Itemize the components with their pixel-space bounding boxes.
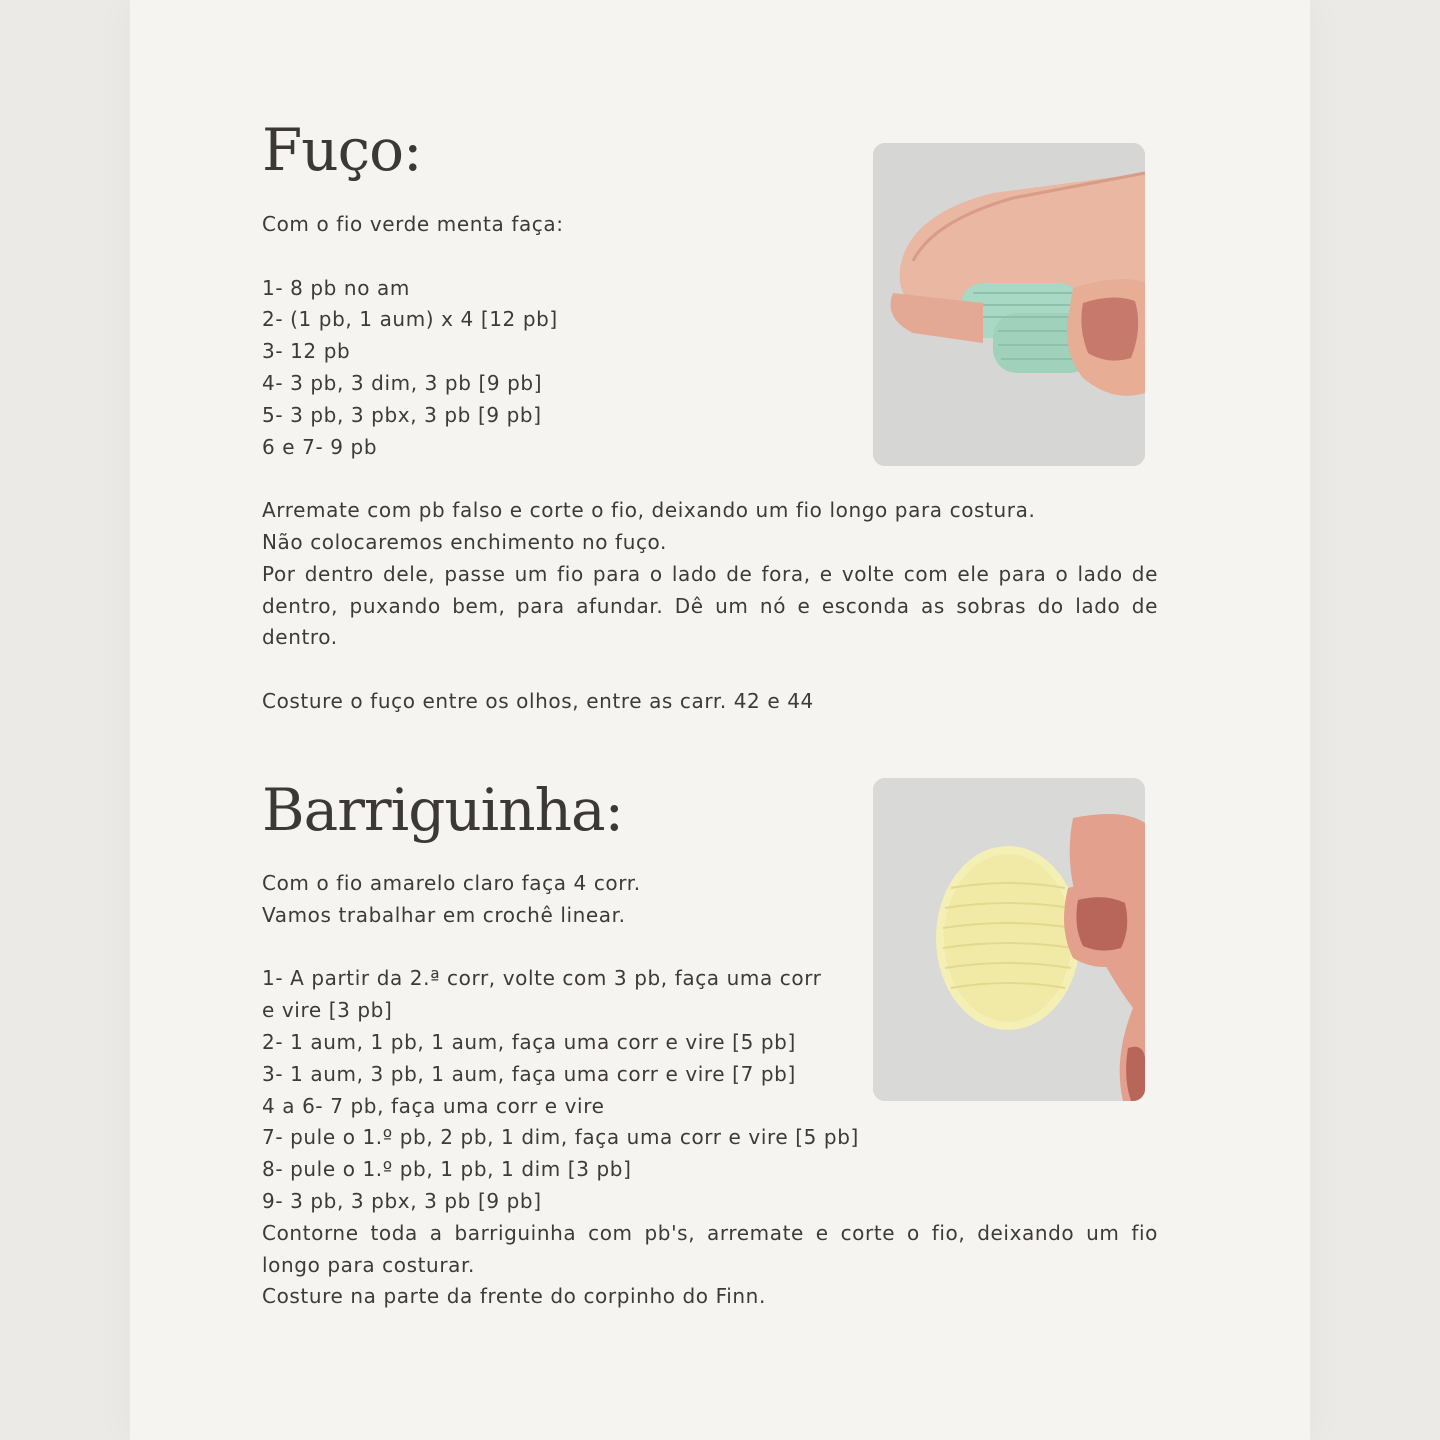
belly-illustration [873, 778, 1145, 1101]
finish-text: Não colocaremos enchimento no fuço. [262, 529, 668, 554]
step-line: e vire [3 pb] [262, 998, 393, 1023]
step-line: 9- 3 pb, 3 pbx, 3 pb [9 pb] [262, 1188, 542, 1213]
step-line: 1- 8 pb no am [262, 275, 410, 300]
finish-text: Arremate com pb falso e corte o fio, deixando um fio longo para costura. [262, 498, 1036, 523]
section-title-barriguinha: Barriguinha: [262, 776, 624, 844]
sew-instruction: Costure o fuço entre os olhos, entre as carr. 42 e 44 [262, 688, 814, 713]
intro-text: Vamos trabalhar em crochê linear. [262, 902, 626, 927]
step-line: 7- pule o 1.º pb, 2 pb, 1 dim, faça uma corr e vire [5 pb] [262, 1125, 859, 1150]
finish-text: Contorne toda a barriguinha com pb's, arremate e corte o fio, deixando um fio longo para costurar. [262, 1220, 1158, 1277]
step-line: 1- A partir da 2.ª corr, volte com 3 pb, faça uma corr [262, 966, 822, 991]
step-line: 3- 1 aum, 3 pb, 1 aum, faça uma corr e vire [7 pb] [262, 1061, 796, 1086]
step-line: 8- pule o 1.º pb, 1 pb, 1 dim [3 pb] [262, 1157, 632, 1182]
step-line: 6 e 7- 9 pb [262, 434, 378, 459]
intro-text: Com o fio amarelo claro faça 4 corr. [262, 871, 641, 895]
finish-text: Por dentro dele, passe um fio para o lado de fora, e volte com ele para o lado de dentro, puxando bem, para afundar. Dê um nó e esconda as sobras do lado de dentro. [262, 561, 1158, 650]
belly-photo [873, 778, 1145, 1101]
step-line: 5- 3 pb, 3 pbx, 3 pb [9 pb] [262, 402, 542, 427]
intro-text: Com o fio verde menta faça: [262, 212, 564, 236]
step-line: 3- 12 pb [262, 339, 351, 364]
snout-photo [873, 143, 1145, 466]
section-title-fuco: Fuço: [262, 116, 422, 184]
step-line: 4 a 6- 7 pb, faça uma corr e vire [262, 1093, 605, 1118]
finish-text: Costure na parte da frente do corpinho do Finn. [262, 1284, 766, 1309]
snout-illustration [873, 143, 1145, 466]
step-line: 2- 1 aum, 1 pb, 1 aum, faça uma corr e vire [5 pb] [262, 1029, 796, 1054]
step-line: 2- (1 pb, 1 aum) x 4 [12 pb] [262, 307, 558, 332]
step-line: 4- 3 pb, 3 dim, 3 pb [9 pb] [262, 370, 543, 395]
